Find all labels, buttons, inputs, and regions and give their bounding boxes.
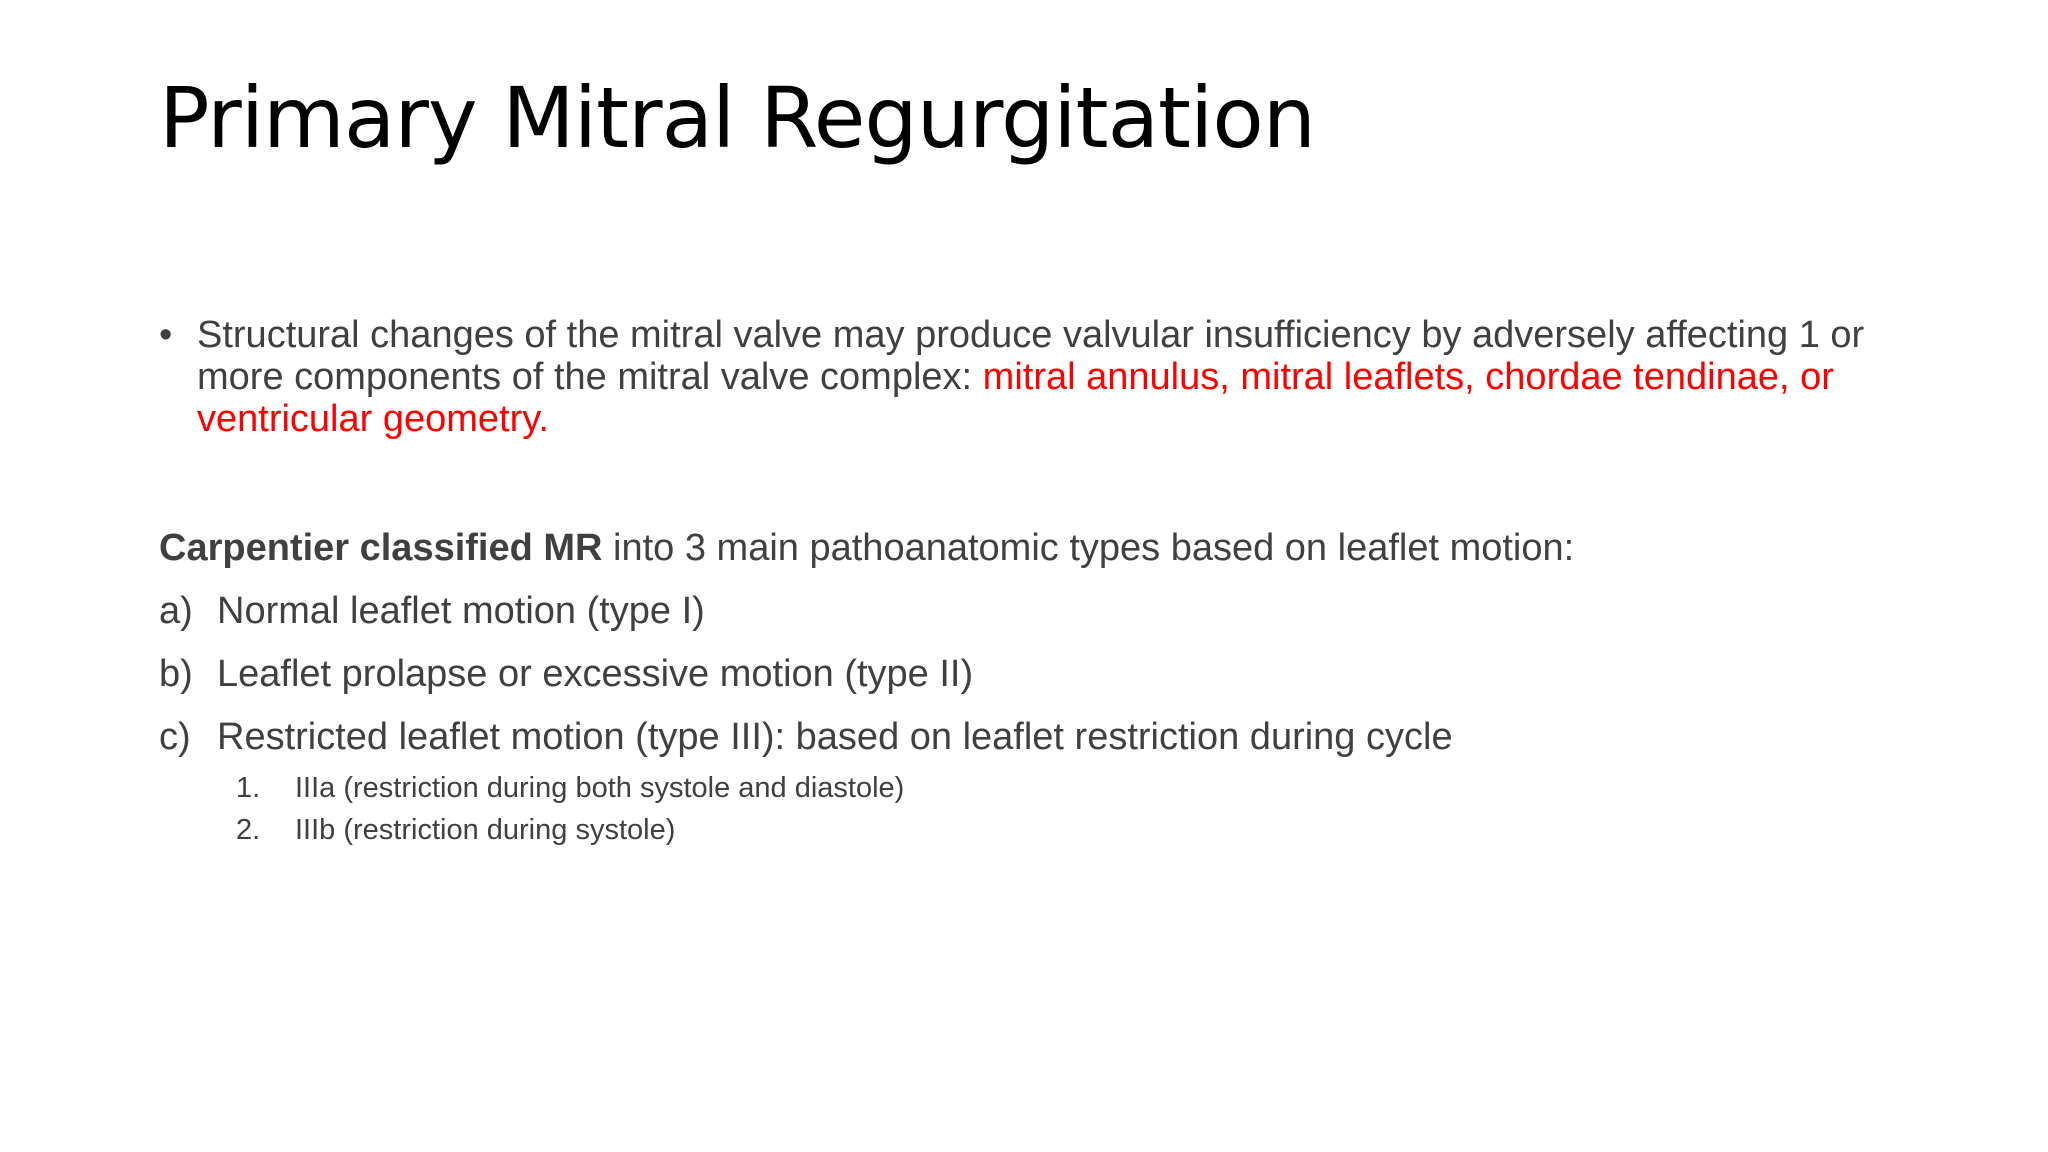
carpentier-intro [159, 527, 1574, 569]
carpentier-rest: into 3 main pathoanatomic types based on leaflet motion: [602, 527, 1575, 569]
carpentier-bold: Carpentier classified MR [159, 527, 603, 569]
slide-title: Primary Mitral Regurgitation [159, 69, 1315, 167]
type-item-b [159, 653, 973, 695]
bullet-text-highlight: mitral annulus, mitral leaflets, chordae tendinae, or ventricular geometry. [197, 356, 1834, 440]
type-marker: c) [159, 716, 191, 758]
subtype-marker: 2. [236, 814, 261, 846]
bullet-text [197, 314, 1919, 440]
type-marker: b) [159, 653, 193, 695]
type-marker: a) [159, 590, 193, 632]
type-item-c [159, 716, 1453, 758]
subtype-item-1 [236, 771, 904, 805]
bullet-text-plain: Structural changes of the mitral valve may produce valvular insufficiency by adversely affecting 1 or more components of the mitral valve complex: [197, 314, 1865, 398]
bullet-dot: • [159, 314, 173, 356]
type-text: Restricted leaflet motion (type III): based on leaflet restriction during cycle [217, 716, 1453, 758]
bullet-structural-changes [159, 314, 1919, 440]
subtype-text: IIIa (restriction during both systole and diastole) [295, 772, 905, 804]
subtype-text: IIIb (restriction during systole) [295, 814, 676, 846]
type-item-a [159, 590, 705, 632]
type-text: Leaflet prolapse or excessive motion (type II) [217, 653, 974, 695]
subtype-item-2 [236, 813, 675, 847]
type-text: Normal leaflet motion (type I) [217, 590, 705, 632]
subtype-marker: 1. [236, 772, 261, 804]
